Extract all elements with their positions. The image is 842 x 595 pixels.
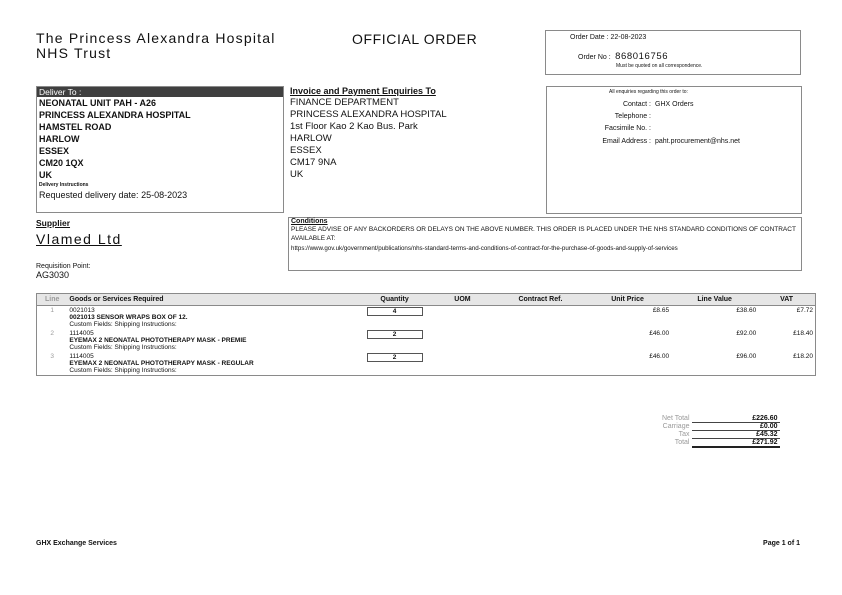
order-number-row [578,46,668,64]
requested-delivery-date: Requested delivery date: 25-08-2023 [39,190,188,200]
deliver-to-heading: Deliver To : [37,87,283,97]
contact-value: GHX Orders [655,101,694,108]
item-description: 0021013 SENSOR WRAPS BOX OF 12. [69,314,188,321]
invoice-line: 1st Floor Kao 2 Kao Bus. Park [290,121,418,132]
invoice-line: PRINCESS ALEXANDRA HOSPITAL [290,109,447,120]
contact-box [546,86,802,214]
table-row [37,329,816,352]
conditions-url[interactable]: https://www.gov.uk/government/publications/nhs-standard-terms-and-conditions-of-contract-for-the-purchase-of-goods-and-supply-of-services [291,245,678,252]
invoice-address [288,97,546,181]
invoice-section [288,86,546,214]
contract-cell [497,352,584,376]
hospital-name-line1: The Princess Alexandra Hospital [36,30,276,46]
contract-cell [497,306,584,330]
custom-fields: Custom Fields: Shipping Instructions: [69,344,177,351]
uom-cell [428,352,497,376]
line-number: 3 [50,353,54,360]
uom-cell [428,329,497,352]
table-row [37,352,816,376]
unit-price: £46.00 [649,353,670,360]
contract-cell [497,329,584,352]
document-title: OFFICIAL ORDER [352,31,478,47]
quantity-value: 2 [367,330,423,339]
requisition-point [36,262,90,280]
goods-cell [67,352,361,376]
delivery-instructions-label: Delivery Instructions [39,182,89,188]
tax-value: £45.32 [692,431,780,439]
grand-total-row [660,439,780,448]
carriage-row [660,423,780,431]
line-value: £38.60 [736,307,757,314]
footer-left: GHX Exchange Services [36,540,117,547]
requisition-value: AG3030 [36,270,70,280]
deliver-line: CM20 1QX [39,158,84,168]
vat-value: £18.40 [793,330,813,337]
order-lines-table [36,293,816,376]
custom-fields: Custom Fields: Shipping Instructions: [69,367,177,374]
quantity-value: 2 [367,353,423,362]
item-code: 0021013 [69,307,95,314]
unit-price: £46.00 [649,330,670,337]
order-number-label: Order No : [578,54,611,61]
item-description: EYEMAX 2 NEONATAL PHOTOTHERAPY MASK - REGULAR [69,360,254,367]
col-header: Line [37,294,68,306]
order-info-box [545,30,801,75]
line-number: 1 [50,307,54,314]
invoice-line: FINANCE DEPARTMENT [290,97,399,108]
deliver-line: UK [39,170,52,180]
hospital-name-line2: NHS Trust [36,45,112,61]
vat-value: £7.72 [796,307,813,314]
deliver-line: PRINCESS ALEXANDRA HOSPITAL [39,110,191,120]
supplier-heading: Supplier [36,218,71,228]
deliver-line: NEONATAL UNIT PAH - A26 [39,98,157,108]
deliver-line: HAMSTEL ROAD [39,122,112,132]
goods-cell [67,306,361,330]
tax-row [660,431,780,439]
quantity-value: 4 [367,307,423,316]
item-description: EYEMAX 2 NEONATAL PHOTOTHERAPY MASK - PREMIE [69,337,247,344]
invoice-line: HARLOW [290,133,332,144]
net-total-row [660,415,780,423]
item-code: 1114005 [69,353,94,360]
net-total-value: £226.60 [692,415,780,423]
totals-table [660,415,780,448]
enquiries-intro: All enquiries regarding this order to: [609,89,688,95]
uom-cell [428,306,497,330]
conditions-text: PLEASE ADVISE OF ANY BACKORDERS OR DELAYS ON THE ABOVE NUMBER. THIS ORDER IS PLACED UNDER THE NHS STANDARD CONDITIONS OF CONTRACT AVAILABLE AT: [291,226,796,242]
deliver-address [37,97,283,201]
custom-fields: Custom Fields: Shipping Instructions: [69,321,177,328]
col-header: UOM [428,294,497,306]
email-value: paht.procurement@nhs.net [655,138,740,145]
order-number: 868016756 [615,51,669,62]
page-number: Page 1 of 1 [763,540,800,547]
table-row [37,306,816,330]
conditions-heading: Conditions [291,218,328,225]
hospital-name [36,31,276,61]
col-header: Goods or Services Required [67,294,361,306]
telephone-label: Telephone : [614,113,651,120]
goods-cell [67,329,361,352]
facsimile-label: Facsimile No. : [604,125,651,132]
vat-value: £18.20 [793,353,813,360]
carriage-value: £0.00 [692,423,780,431]
requisition-label: Requisition Point: [36,263,91,270]
unit-price: £8.65 [652,307,670,314]
line-number: 2 [50,330,54,337]
tax-label: Tax [678,431,690,438]
carriage-label: Carriage [662,423,690,430]
total-label: Total [674,439,690,447]
email-label: Email Address : [602,138,651,145]
total-value: £271.92 [692,439,780,448]
table-header-row [37,294,816,306]
supplier-name: Vlamed Ltd [36,231,122,247]
col-header: Contract Ref. [497,294,584,306]
line-value: £92.00 [736,330,757,337]
deliver-line: ESSEX [39,146,70,156]
contact-label: Contact : [622,101,651,108]
deliver-line: HARLOW [39,134,80,144]
order-date: Order Date : 22-08-2023 [570,34,647,41]
line-value: £96.00 [736,353,757,360]
invoice-line: ESSEX [290,145,322,156]
supplier-section [36,218,122,247]
invoice-line: CM17 9NA [290,157,337,168]
invoice-line: UK [290,169,304,180]
item-code: 1114005 [69,330,94,337]
conditions-box [288,217,802,271]
col-header: Quantity [361,294,428,306]
net-total-label: Net Total [662,415,690,423]
col-header: Line Value [671,294,758,306]
deliver-to-box [36,86,284,213]
quote-note: Must be quoted on all correspondence. [616,63,703,69]
col-header: VAT [758,294,815,306]
col-header: Unit Price [584,294,671,306]
invoice-heading: Invoice and Payment Enquiries To [290,86,436,96]
